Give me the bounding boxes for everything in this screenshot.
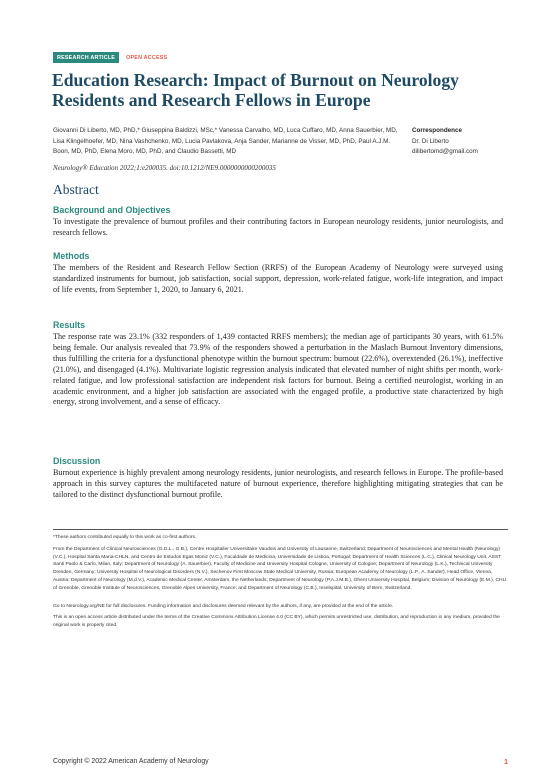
abstract-heading: Abstract [53, 182, 99, 197]
open-access-label: OPEN ACCESS [126, 54, 168, 61]
disclosures-note: Go to Neurology.org/NE for full disclosures. Funding information and disclosures deemed relevant by the authors, if any, are provided at the end of the article. [53, 604, 394, 609]
copyright-footer: Copyright © 2022 American Academy of Neurology [53, 758, 209, 765]
cofirst-note: *These authors contributed equally to this work as co-first authors. [53, 535, 197, 540]
section-text-background: To investigate the prevalence of burnout profiles and their contributing factors in European neurology residents, junior neurologists, and research fellows. [53, 217, 503, 237]
footnote-divider [53, 529, 508, 530]
correspondence-heading: Correspondence [412, 127, 463, 134]
author-list: Giovanni Di Liberto, MD, PhD,* Giuseppina Baldizzi, MSc,* Vanessa Carvalho, MD, Luca Cuffaro, MD, Anna Sauerbier, MD, Lisa Klingelhoefer, MD, Nina Vashchenko, MD, Lucia Pavlakova, Anja Sander, Marianne de Visser, MD, PhD, Paul A.J.M. Boon, MD, PhD, Elena Moro, MD, PhD, and Claudio Bassetti, MD [53, 127, 398, 156]
section-heading-results: Results [53, 320, 86, 330]
section-text-results: The response rate was 23.1% (332 responders of 1,439 contacted RRFS members); the median age of participants 30 years, with 61.5% being female. Our analysis revealed that 73.9% of the responders showed a perturbation in the Maslach Burnout Inventory dimensions, thus fulfilling the criteria for a dysfunctional phenotype within the burnout spectrum: burnout (22.6%), overextended (26.1%), ineffective (21.0%), and disengaged (4.1%). Multivariate logistic regression analysis indicated that elevated number of night shifts per month, work-related fatigue, and low professional satisfaction are independent risk factors for burnout. Being a certified neurologist, working in an academic environment, and a higher job satisfaction are associated with the engaged profile, a productive state characterized by high energy, strong involvement, and a sense of efficacy. [53, 332, 503, 407]
correspondence-email[interactable]: dilibertomd@gmail.com [412, 148, 478, 156]
article-title: Education Research: Impact of Burnout on Neurology Residents and Research Fellows in Europe [52, 70, 459, 110]
citation-line: Neurology® Education 2022;1:e200035. doi:10.1212/NE9.0000000000200035 [53, 164, 276, 172]
page-number: 1 [504, 757, 509, 766]
section-heading-discussion: Discussion [53, 456, 101, 466]
section-heading-methods: Methods [53, 251, 90, 261]
license-note: This is an open access article distributed under the terms of the Creative Commons Attribution License 4.0 (CC BY), which permits unrestricted use, distribution, and reproduction in any medium, provided the original work is properly cited. [53, 615, 500, 628]
section-heading-background: Background and Objectives [53, 205, 171, 215]
affiliations-note: From the Department of Clinical Neurosciences (G.D.L., G.B.), Centre Hospitalier Universitaire Vaudois and University of Lausanne, Switzerland; Department of Neurosciences and Mental Health (Neurology) (V.C.), Hospital Santa Maria-CHLN, and Centro de Estudos Egas Moniz (V.C.), Faculdade de Medicina, Universidade de Lisboa, Portugal; Department of Health Sciences (L.C.), Clinical Neurology Unit, ASST Santi Paolo & Carlo, Milan, Italy; Department of Neurology (A. Sauerbier), Faculty of Medicine and University Hospital Cologne, University of Cologne; Department of Neurology (L.K.), Technical University Dresden, Germany; University Hospital of Neurological Disorders (N.V.), Sechenov First Moscow State Medical University, Russia; European Academy of Neurology (L.P., A. Sander), Head Office, Vienna, Austria; Department of Neurology (M.d.V.), Academic Medical Center, Amsterdam, the Netherlands; Department of Neurology (P.A.J.M.B.), Ghent University Hospital, Belgium; Division of Neurology (E.M.), CHU of Grenoble, Grenoble Institute of Neurosciences, Grenoble Alpes University, France; and Department of Neurology (C.B.), Inselspital, University of Bern, Switzerland. [53, 547, 507, 591]
section-text-discussion: Burnout experience is highly prevalent among neurology residents, junior neurologists, and research fellows in Europe. The profile-based approach in this survey captures the multifaceted nature of burnout experience, therefore highlighting mitigating strategies that can be tailored to the distinct dysfunctional burnout profile. [53, 468, 503, 499]
article-tags [53, 52, 167, 63]
article-type-badge: RESEARCH ARTICLE [53, 52, 119, 63]
correspondence-block [412, 126, 478, 158]
section-text-methods: The members of the Resident and Research Fellow Section (RRFS) of the European Academy of Neurology were surveyed using standardized instruments for burnout, job satisfaction, social support, depression, work-related fatigue, work-life integration, and impact of life events, from September 1, 2020, to January 6, 2021. [53, 263, 503, 294]
correspondence-name: Dr. Di Liberto [412, 137, 449, 145]
